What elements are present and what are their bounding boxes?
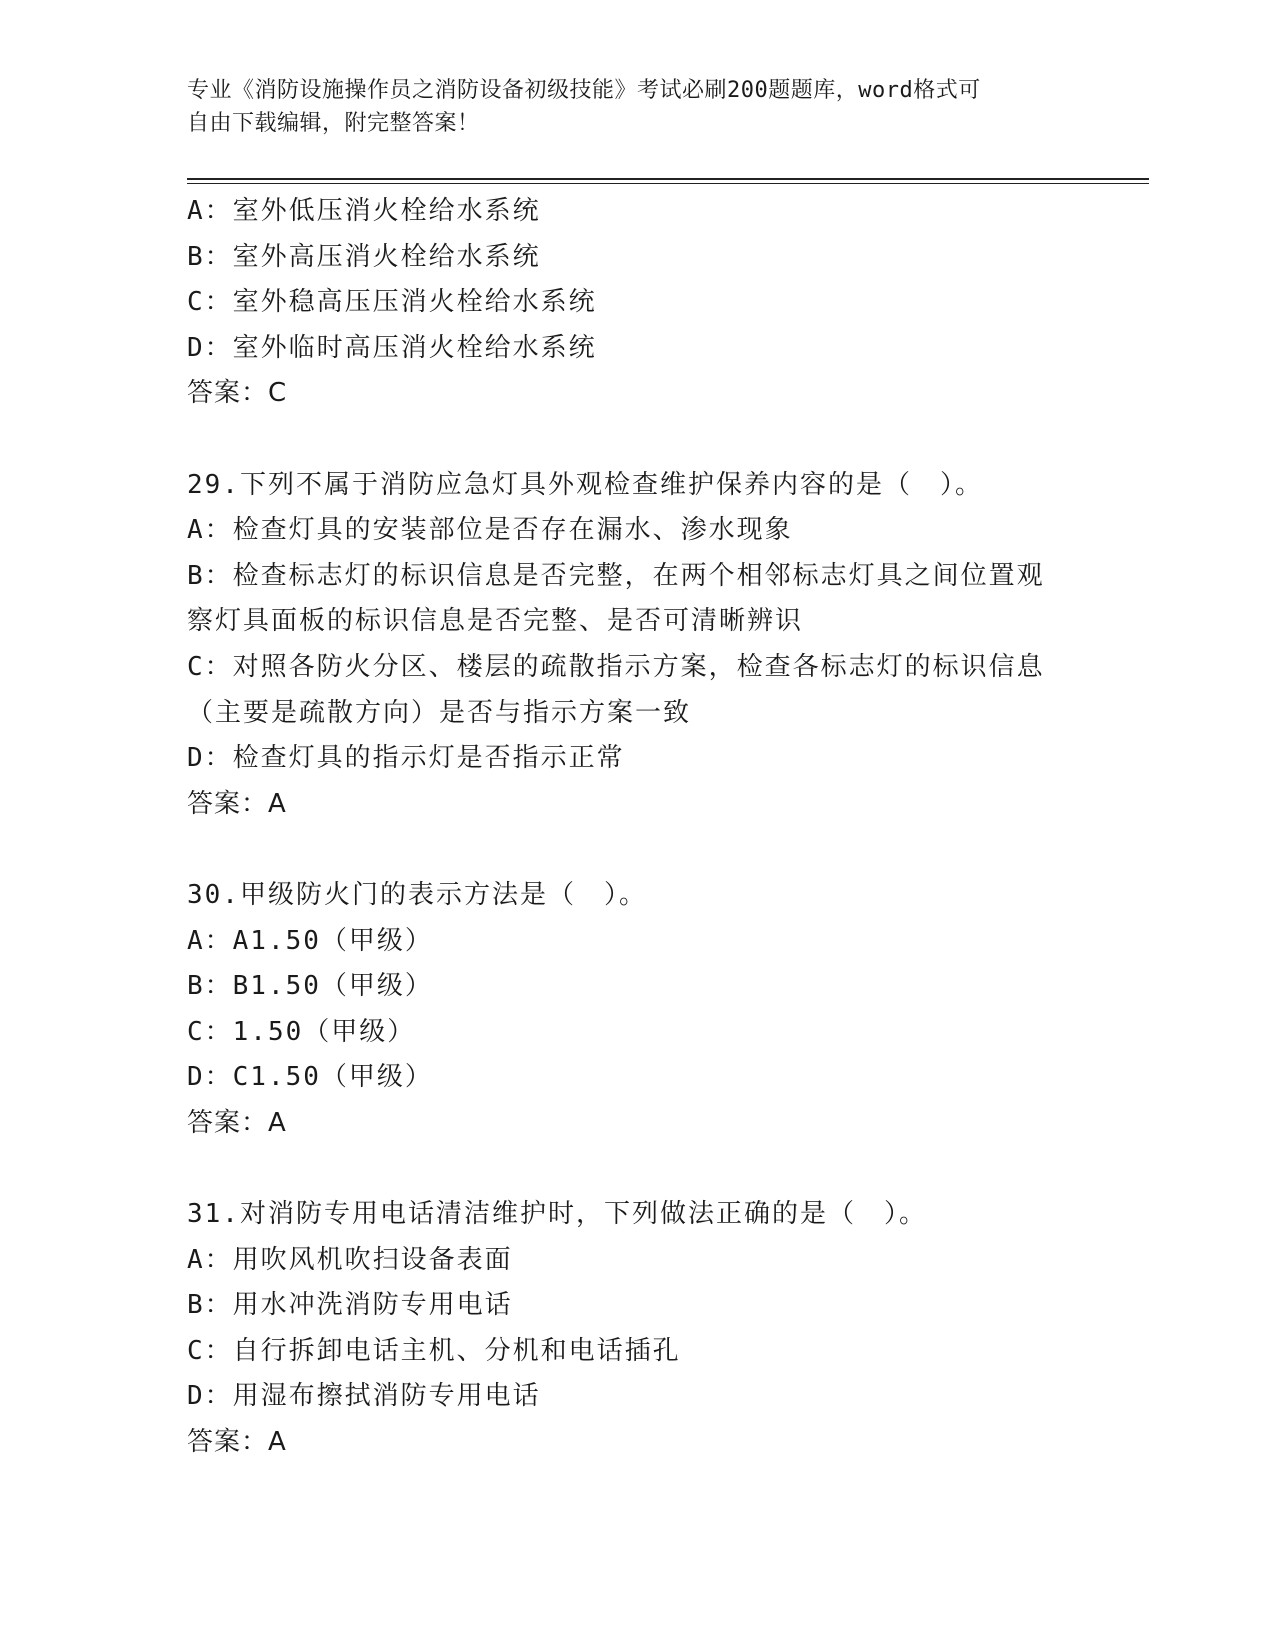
option-a: A：室外低压消火栓给水系统 bbox=[187, 196, 541, 226]
header-rule-thin bbox=[187, 183, 1149, 184]
option-a: A：用吹风机吹扫设备表面 bbox=[187, 1244, 513, 1275]
answer-line: 答案：C bbox=[187, 378, 288, 409]
option-b: B：B1.50（甲级） bbox=[187, 971, 433, 1002]
question-block-31 bbox=[187, 1192, 1087, 1466]
document-header bbox=[187, 74, 1087, 140]
option-a: A：检查灯具的安装部位是否存在漏水、渗水现象 bbox=[187, 515, 793, 546]
option-b: B：室外高压消火栓给水系统 bbox=[187, 241, 541, 272]
option-c-continued: （主要是疏散方向）是否与指示方案一致 bbox=[187, 697, 692, 728]
question-block-28 bbox=[187, 189, 1087, 417]
header-title-line-2: 自由下载编辑，附完整答案！ bbox=[187, 111, 480, 136]
option-b: B：用水冲洗消防专用电话 bbox=[187, 1290, 513, 1321]
header-title-line-1: 专业《消防设施操作员之消防设备初级技能》考试必刷200题题库，word格式可 bbox=[187, 78, 981, 103]
answer-line: 答案：A bbox=[187, 788, 287, 819]
answer-line: 答案：A bbox=[187, 1427, 287, 1458]
option-d: D：C1.50（甲级） bbox=[187, 1062, 433, 1093]
question-block-29 bbox=[187, 463, 1087, 828]
question-block-30 bbox=[187, 873, 1087, 1147]
option-d: D：检查灯具的指示灯是否指示正常 bbox=[187, 743, 625, 774]
option-c: C：对照各防火分区、楼层的疏散指示方案，检查各标志灯的标识信息 bbox=[187, 651, 1045, 682]
option-c: C：自行拆卸电话主机、分机和电话插孔 bbox=[187, 1335, 681, 1366]
block-spacer bbox=[187, 1146, 1087, 1192]
option-d: D：室外临时高压消火栓给水系统 bbox=[187, 332, 597, 363]
block-spacer bbox=[187, 417, 1087, 463]
option-d: D：用湿布擦拭消防专用电话 bbox=[187, 1381, 541, 1412]
question-text: 30.甲级防火门的表示方法是（ ）。 bbox=[187, 879, 647, 910]
header-rule-thick bbox=[187, 178, 1149, 180]
option-b-continued: 察灯具面板的标识信息是否完整、是否可清晰辨识 bbox=[187, 606, 804, 637]
option-c: C：1.50（甲级） bbox=[187, 1016, 416, 1047]
question-text: 31.对消防专用电话清洁维护时，下列做法正确的是（ ）。 bbox=[187, 1199, 927, 1230]
answer-line: 答案：A bbox=[187, 1107, 287, 1138]
question-list bbox=[187, 189, 1087, 1466]
option-c: C：室外稳高压压消火栓给水系统 bbox=[187, 287, 597, 318]
question-text: 29.下列不属于消防应急灯具外观检查维护保养内容的是（ ）。 bbox=[187, 469, 983, 500]
option-a: A：A1.50（甲级） bbox=[187, 925, 433, 956]
block-spacer bbox=[187, 827, 1087, 873]
option-b: B：检查标志灯的标识信息是否完整，在两个相邻标志灯具之间位置观 bbox=[187, 560, 1045, 591]
